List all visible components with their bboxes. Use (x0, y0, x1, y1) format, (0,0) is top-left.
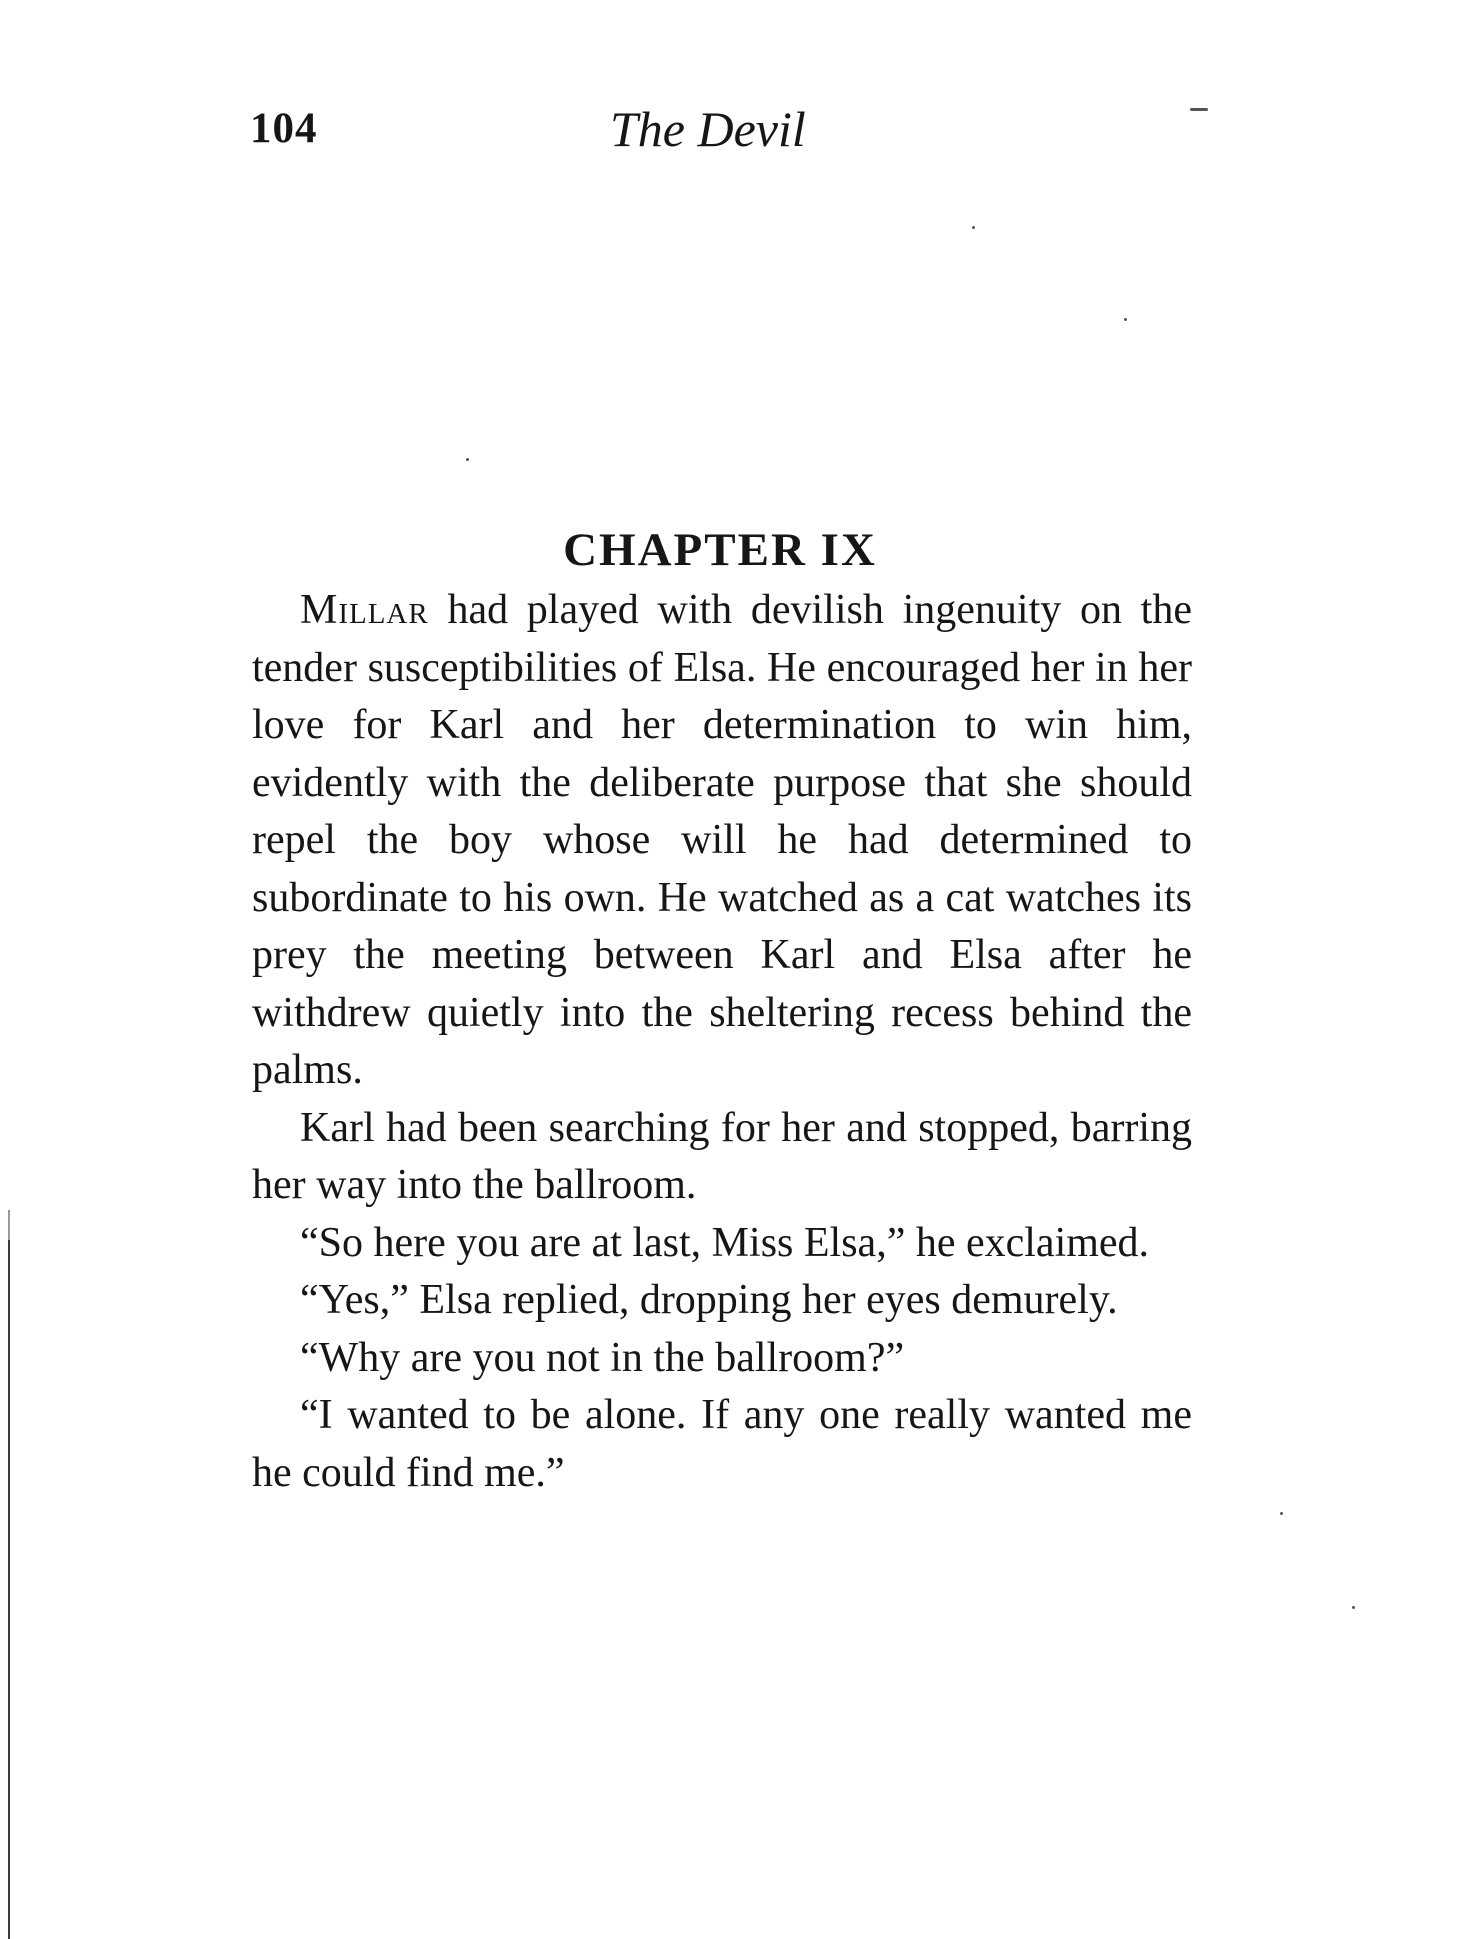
paragraph-5: “Why are you not in the ballroom?” (300, 1334, 905, 1381)
paragraph-text: had played with devilish ingenuity on the tender susceptibilities of Elsa. He encouraged her in her love for Karl and her determination to win him, evidently with the deliberate purpose that she should repel the boy whose will he had determined to subordinate to his own. He watched as a cat watches its prey the meeting between Karl and Elsa after he withdrew quietly into the sheltering recess behind the palms. (252, 587, 1192, 1093)
running-title: The Devil (610, 101, 806, 157)
lead-word: Millar (300, 587, 429, 633)
ink-speck (972, 226, 975, 229)
scan-border (8, 1240, 10, 1939)
chapter-heading: CHAPTER IX (563, 524, 877, 576)
scan-border-faint (8, 1210, 10, 1240)
ink-speck (466, 458, 469, 461)
paragraph-4: “Yes,” Elsa replied, dropping her eyes demurely. (300, 1277, 1118, 1323)
body-text (252, 582, 1192, 1502)
running-head (250, 101, 1250, 164)
page-number: 104 (250, 105, 318, 152)
paragraph-6: “I wanted to be alone. If any one really wanted me he could find me.” (252, 1392, 1192, 1496)
ink-speck (1124, 318, 1127, 321)
paragraph-2: Karl had been searching for her and stopped, barring her way into the ballroom. (252, 1104, 1192, 1208)
paragraph-3: “So here you are at last, Miss Elsa,” he exclaimed. (300, 1219, 1150, 1266)
ink-speck (1280, 1512, 1283, 1515)
ink-speck (1352, 1606, 1355, 1609)
paragraph-1 (252, 582, 1192, 1100)
